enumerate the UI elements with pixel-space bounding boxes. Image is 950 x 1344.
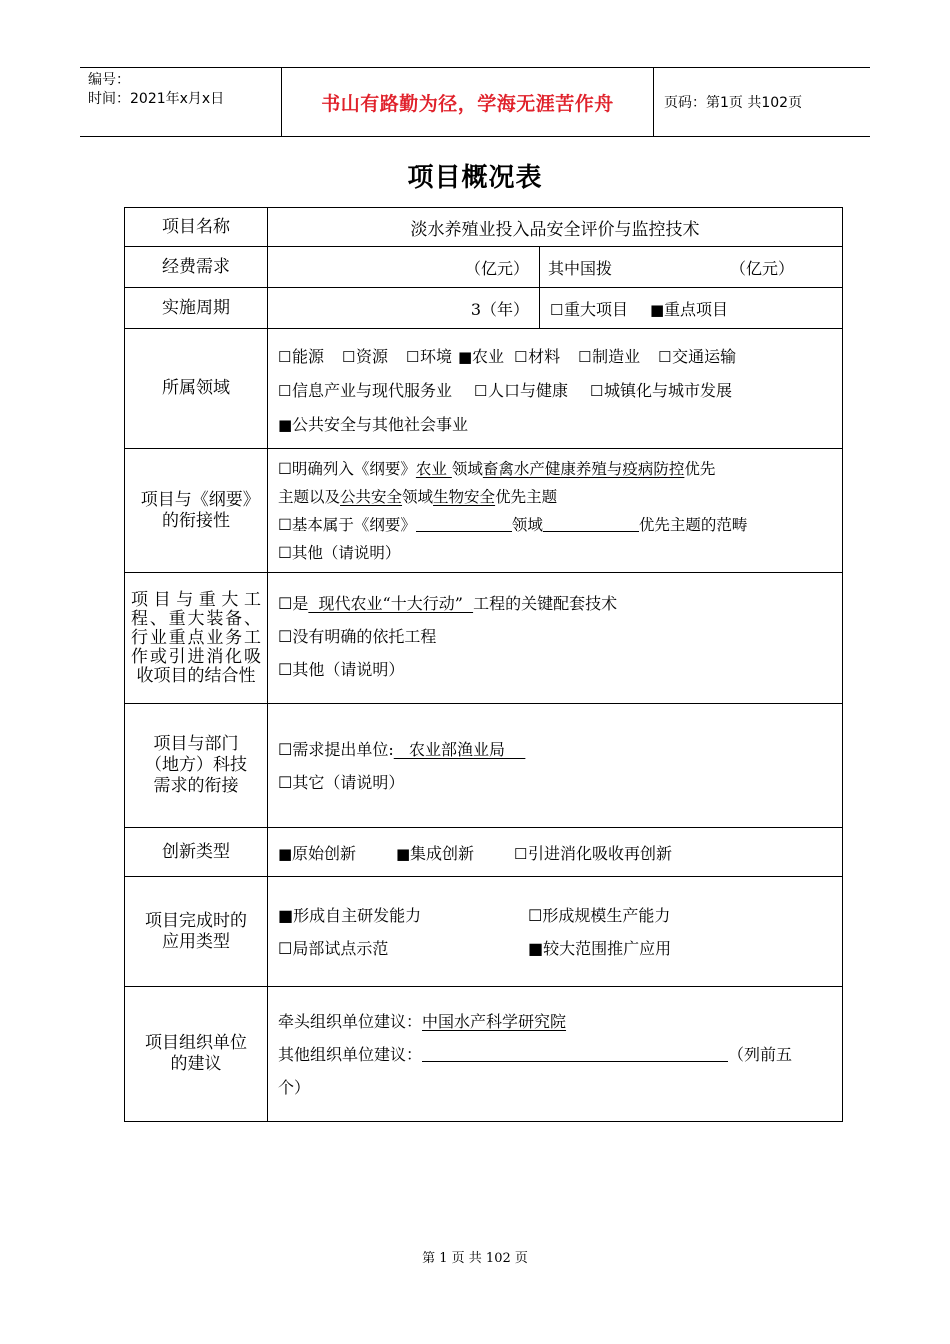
project-name-value: 淡水养殖业投入品安全评价与监控技术 bbox=[268, 208, 843, 247]
page-info: 页码：第1页 共102页 bbox=[664, 95, 803, 111]
checkbox-production-capability[interactable]: ☐形成规模生产能力 bbox=[528, 905, 671, 925]
label-domain: 所属领域 bbox=[125, 329, 268, 449]
row-application bbox=[125, 877, 843, 987]
label-outline: 项目与《纲要》的衔接性 bbox=[125, 449, 268, 573]
domain-line-2 bbox=[278, 374, 842, 408]
checkbox-resources[interactable]: ☐资源 bbox=[342, 346, 389, 366]
outline-field-2: 公共安全 bbox=[340, 487, 403, 506]
checkbox-agriculture[interactable]: ■农业 bbox=[458, 346, 505, 366]
outline-topic-2: 生物安全 bbox=[433, 487, 496, 506]
page-footer: 第 1 页 共 102 页 bbox=[422, 1251, 528, 1266]
row-domain bbox=[125, 329, 843, 449]
checkbox-public-safety[interactable]: ■公共安全与其他社会事业 bbox=[278, 414, 469, 434]
checkbox-transport[interactable]: ☐交通运输 bbox=[658, 346, 737, 366]
label-org: 项目组织单位的建议 bbox=[125, 987, 268, 1122]
engineering-project-name: 现代农业“十大行动” bbox=[308, 594, 474, 613]
row-period bbox=[125, 288, 843, 329]
domain-line-1 bbox=[278, 340, 842, 374]
outline-topic-1: 畜禽水产健康养殖与疫病防控 bbox=[482, 459, 685, 478]
checkbox-it-services[interactable]: ☐信息产业与现代服务业 bbox=[278, 380, 453, 400]
dept-line-1: ☐需求提出单位: 农业部渔业局 bbox=[278, 739, 526, 759]
checkbox-key-project[interactable]: ■重点项目 bbox=[650, 299, 729, 319]
outline-field-1: 农业 bbox=[415, 459, 452, 478]
checkbox-manufacturing[interactable]: ☐制造业 bbox=[578, 346, 641, 366]
label-funding: 经费需求 bbox=[125, 247, 268, 288]
other-organizations-blank[interactable] bbox=[422, 1043, 728, 1062]
row-outline bbox=[125, 449, 843, 573]
header-page-info bbox=[654, 68, 870, 136]
domain-line-3 bbox=[278, 408, 842, 442]
application-cell bbox=[268, 877, 843, 987]
demand-unit: 农业部渔业局 bbox=[393, 739, 526, 759]
outline-cell bbox=[268, 449, 843, 573]
row-innovation bbox=[125, 828, 843, 877]
innovation-cell bbox=[268, 828, 843, 877]
label-period: 实施周期 bbox=[125, 288, 268, 329]
domain-cell bbox=[268, 329, 843, 449]
header-motto-cell bbox=[282, 68, 654, 136]
checkbox-integrated-innovation[interactable]: ■集成创新 bbox=[396, 843, 475, 863]
outline-line-4[interactable]: ☐其他（请说明） bbox=[278, 543, 401, 562]
label-dept: 项目与部门（地方）科技需求的衔接 bbox=[125, 704, 268, 828]
org-line-3: 个） bbox=[278, 1077, 311, 1097]
checkbox-urbanization[interactable]: ☐城镇化与城市发展 bbox=[590, 380, 733, 400]
document-header bbox=[80, 67, 870, 137]
header-meta bbox=[80, 68, 282, 136]
dept-cell bbox=[268, 704, 843, 828]
label-innovation: 创新类型 bbox=[125, 828, 268, 877]
lead-organization: 中国水产科学研究院 bbox=[422, 1011, 567, 1031]
org-line-1: 牵头组织单位建议：中国水产科学研究院 bbox=[278, 1011, 567, 1031]
label-project-name: 项目名称 bbox=[125, 208, 268, 247]
row-project-name bbox=[125, 208, 843, 247]
checkbox-reinnovation[interactable]: ☐引进消化吸收再创新 bbox=[514, 843, 673, 863]
row-org bbox=[125, 987, 843, 1122]
checkbox-materials[interactable]: ☐材料 bbox=[514, 346, 561, 366]
outline-topic-blank[interactable] bbox=[543, 513, 639, 532]
outline-line-3: ☐基本属于《纲要》 领域 优先主题的范畴 bbox=[278, 511, 842, 539]
checkbox-rd-capability[interactable]: ■形成自主研发能力 bbox=[278, 905, 422, 925]
checkbox-population-health[interactable]: ☐人口与健康 bbox=[474, 380, 569, 400]
checkbox-wide-promotion[interactable]: ■较大范围推广应用 bbox=[528, 938, 672, 958]
row-dept bbox=[125, 704, 843, 828]
funding-unit-national: （亿元） bbox=[729, 258, 794, 278]
outline-field-blank[interactable] bbox=[416, 513, 512, 532]
org-cell bbox=[268, 987, 843, 1122]
engineering-line-1: ☐是 现代农业“十大行动” 工程的关键配套技术 bbox=[278, 594, 618, 613]
funding-cell bbox=[268, 247, 843, 288]
org-line-2: 其他组织单位建议： （列前五 bbox=[278, 1044, 793, 1064]
engineering-line-2[interactable]: ☐没有明确的依托工程 bbox=[278, 627, 437, 646]
dept-line-2[interactable]: ☐其它（请说明） bbox=[278, 772, 405, 792]
application-line-1 bbox=[278, 899, 842, 932]
label-application: 项目完成时的应用类型 bbox=[125, 877, 268, 987]
period-cell bbox=[268, 288, 843, 329]
funding-unit-total: （亿元） bbox=[464, 258, 529, 278]
date-label: 时间：2021年x月x日 bbox=[88, 91, 225, 107]
outline-line-1: ☐明确列入《纲要》农业 领域畜禽水产健康养殖与疫病防控优先 bbox=[278, 459, 716, 478]
checkbox-original-innovation[interactable]: ■原始创新 bbox=[278, 843, 357, 863]
engineering-line-3[interactable]: ☐其他（请说明） bbox=[278, 660, 405, 679]
project-overview-table bbox=[124, 207, 843, 1122]
row-funding bbox=[125, 247, 843, 288]
motto: 书山有路勤为径，学海无涯苦作舟 bbox=[321, 92, 614, 115]
serial-number-label: 编号： bbox=[88, 72, 130, 88]
checkbox-energy[interactable]: ☐能源 bbox=[278, 346, 325, 366]
funding-national-label: 其中国拨 bbox=[548, 258, 613, 278]
application-line-2 bbox=[278, 932, 842, 965]
outline-line-2: 主题以及公共安全领域生物安全优先主题 bbox=[278, 487, 558, 506]
page-title: 项目概况表 bbox=[407, 163, 543, 193]
engineering-cell bbox=[268, 573, 843, 704]
period-value: 3（年） bbox=[470, 299, 529, 319]
row-engineering bbox=[125, 573, 843, 704]
label-engineering: 项目与重大工程、重大装备、行业重点业务工作或引进消化吸收项目的结合性 bbox=[125, 573, 268, 704]
checkbox-major-project[interactable]: ☐重大项目 bbox=[550, 299, 629, 319]
checkbox-environment[interactable]: ☐环境 bbox=[406, 346, 453, 366]
checkbox-pilot-demo[interactable]: ☐局部试点示范 bbox=[278, 938, 389, 958]
